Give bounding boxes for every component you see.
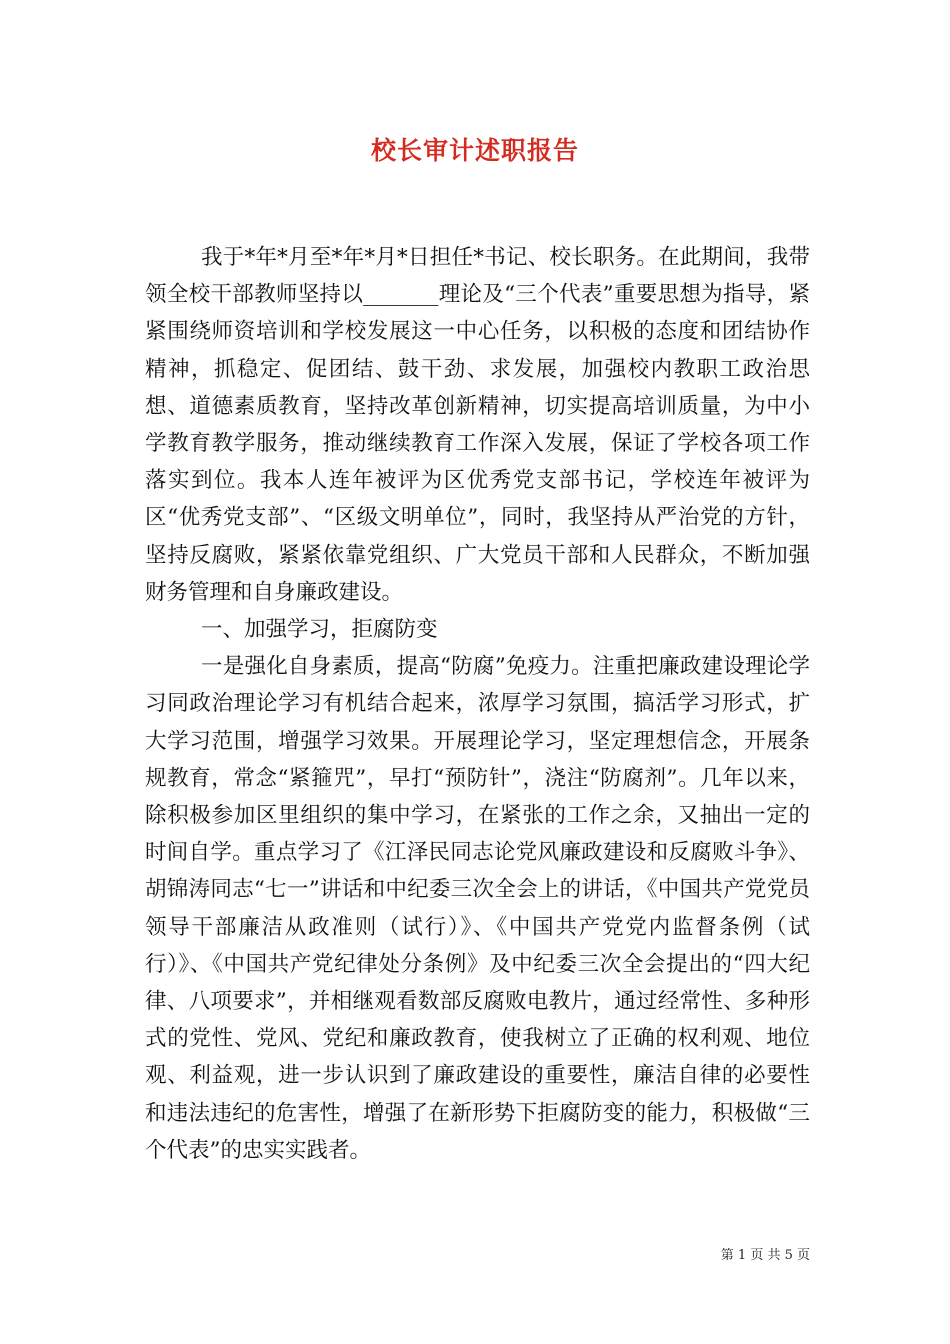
section-heading-1: 一、加强学习，拒腐防变 [201, 617, 438, 643]
paragraph-section-1: 一是强化自身素质，提高“防腐”免疫力。注重把廉政建设理论学习同政治理论学习有机结合起来，浓厚学习氛围，搞活学习形式，扩大学习范围，增强学习效果。开展理论学习，坚定理想信念，开展条规教育，常念“紧箍咒”，早打“预防针”，浇注“防腐剂”。几年以来，除积极参加区里组织的集中学习，在紧张的工作之余，又抽出一定的时间自学。重点学习了《江泽民同志论党风廉政建设和反腐败斗争》、胡锦涛同志“七一”讲话和中纪委三次全会上的讲话，《中国共产党党员领导干部廉洁从政准则（试行）》、《中国共产党党内监督条例（试行）》、《中国共产党纪律处分条例》及中纪委三次全会提出的“四大纪律、八项要求”，并相继观看数部反腐败电教片，通过经常性、多种形式的党性、党风、党纪和廉政教育，使我树立了正确的权利观、地位观、利益观，进一步认识到了廉政建设的重要性，廉洁自律的必要性和违法违纪的危害性，增强了在新形势下拒腐防变的能力，积极做“三个代表”的忠实实践者。 [145, 654, 810, 1163]
page-number-footer: 第 1 页 共 5 页 [720, 1248, 810, 1263]
paragraph-intro: 我于*年*月至*年*月*日担任*书记、校长职务。在此期间，我带领全校干部教师坚持以_______理论及“三个代表”重要思想为指导，紧紧围绕师资培训和学校发展这一中心任务，以积极的态度和团结协作精神，抓稳定、促团结、鼓干劲、求发展，加强校内教职工政治思想、道德素质教育，坚持改革创新精神，切实提高培训质量，为中小学教育教学服务，推动继续教育工作深入发展，保证了学校各项工作落实到位。我本人连年被评为区优秀党支部书记，学校连年被评为区“优秀党支部”、“区级文明单位”，同时，我坚持从严治党的方针，坚持反腐败，紧紧依靠党组织、广大党员干部和人民群众，不断加强财务管理和自身廉政建设。 [145, 245, 810, 605]
document-title: 校长审计述职报告 [370, 136, 579, 165]
document-body [145, 239, 810, 1169]
